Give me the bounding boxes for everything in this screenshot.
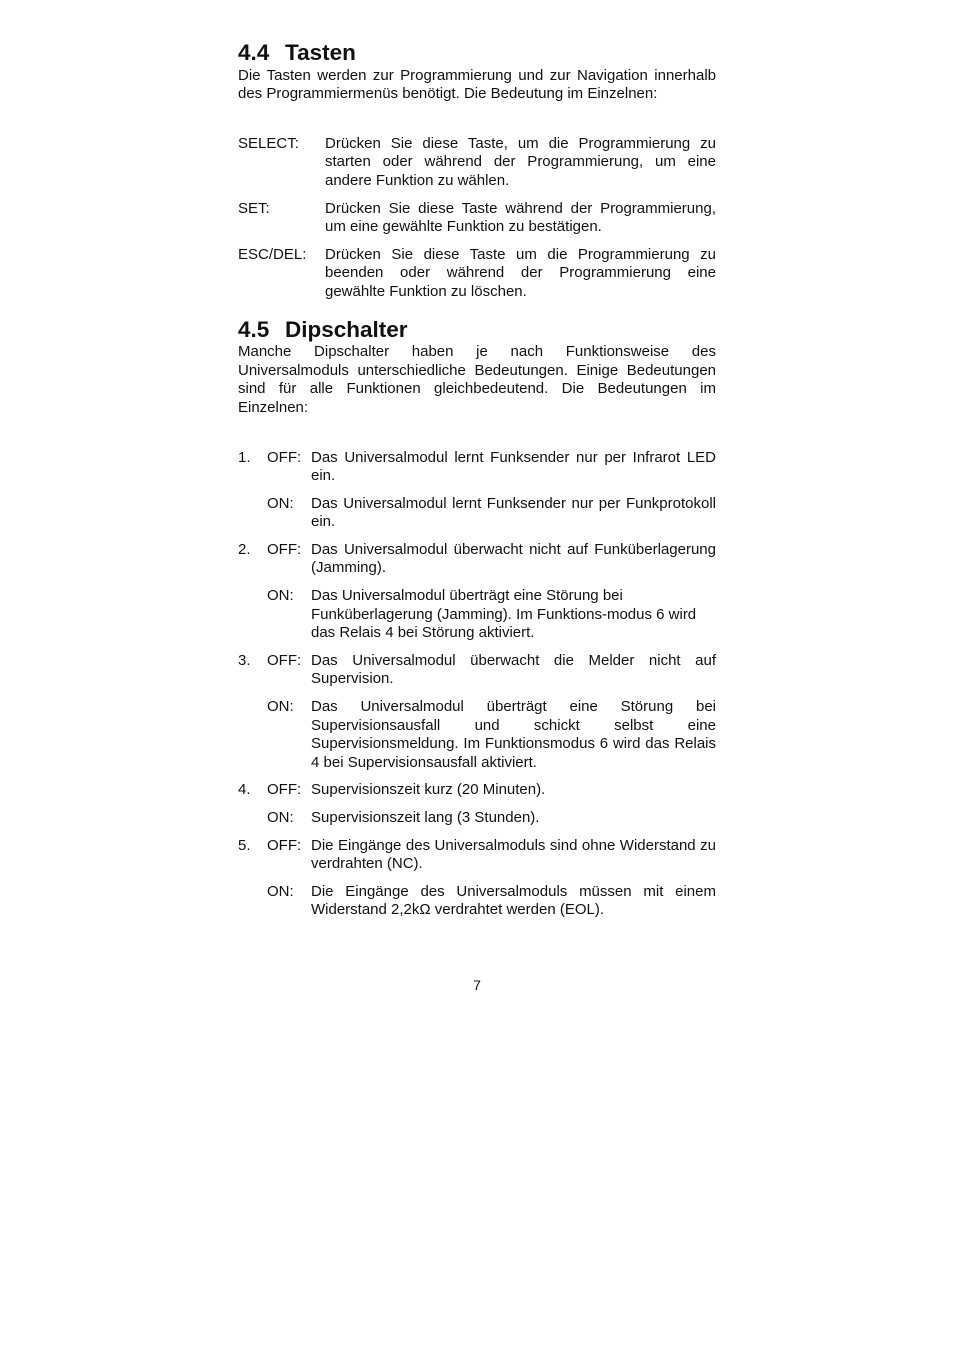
on-label: ON: (267, 494, 294, 512)
section-heading-4-5 (238, 316, 716, 342)
off-label: OFF: (267, 836, 302, 854)
dip-off-option (267, 837, 716, 874)
key-description: Drücken Sie diese Taste während der Programmierung, um eine gewählte Funktion zu bestätigen. (325, 199, 716, 236)
off-label: OFF: (267, 540, 302, 558)
on-text: Das Universalmodul überträgt eine Störung bei Funküberlagerung (Jamming). Im Funktions-modus 6 wird das Relais 4 bei Störung aktiviert. (311, 587, 697, 642)
dip-options (267, 837, 716, 920)
dip-item-1 (238, 449, 716, 532)
off-text: Das Universalmodul überwacht die Melder nicht auf Supervision. (311, 651, 716, 688)
dip-index: 5. (238, 836, 251, 854)
dip-on-option (267, 883, 716, 920)
dip-options (267, 449, 716, 532)
on-label: ON: (267, 698, 294, 716)
section-number: 4.5 (238, 316, 270, 342)
dip-index: 2. (238, 540, 251, 558)
on-text: Supervisionszeit lang (3 Stunden). (311, 809, 540, 826)
on-text: Das Universalmodul überträgt eine Störung bei Supervisionsausfall und schickt selbst eine Supervisionsmeldung. Im Funktionsmodus 6 wird das Relais 4 bei Supervisionsausfall aktiviert. (311, 698, 716, 771)
dip-on-option (267, 587, 716, 643)
key-description: Drücken Sie diese Taste um die Programmierung zu beenden oder während der Programmierung eine gewählte Funktion zu löschen. (325, 245, 716, 300)
key-list (238, 135, 716, 302)
dip-off-option (267, 449, 716, 486)
section-intro: Die Tasten werden zur Programmierung und zur Navigation innerhalb des Programmiermenüs benötigt. Die Bedeutung im Einzelnen: (238, 66, 716, 103)
off-text: Supervisionszeit kurz (20 Minuten). (311, 781, 546, 799)
off-text: Das Universalmodul überwacht nicht auf Funküberlagerung (Jamming). (311, 540, 716, 577)
section-intro: Manche Dipschalter haben je nach Funktionsweise des Universalmoduls unterschiedliche Bedeutungen. Einige Bedeutungen sind für alle Funktionen gleichbedeutend. Die Bedeutungen im Einzelnen: (238, 343, 716, 416)
on-text: Das Universalmodul lernt Funksender nur per Funkprotokoll ein. (311, 494, 716, 531)
dip-on-option (267, 495, 716, 532)
off-label: OFF: (267, 781, 302, 799)
dip-item-5 (238, 837, 716, 920)
off-label: OFF: (267, 651, 302, 669)
dip-off-option (267, 781, 716, 800)
key-label: ESC/DEL: (238, 245, 307, 263)
dip-on-option (267, 809, 716, 828)
page-number: 7 (473, 977, 481, 993)
off-text: Das Universalmodul lernt Funksender nur per Infrarot LED ein. (311, 448, 716, 485)
on-label: ON: (267, 809, 294, 826)
dip-item-4 (238, 781, 716, 827)
dip-options (267, 781, 716, 827)
dip-options (267, 541, 716, 643)
on-text: Die Eingänge des Universalmoduls müssen mit einem Widerstand 2,2kΩ verdrahtet werden (EOL). (311, 882, 716, 919)
section-title: Dipschalter (285, 316, 408, 342)
section-4-5 (238, 316, 716, 920)
dip-switch-list (238, 449, 716, 920)
key-row-esc-del (238, 246, 716, 302)
dip-item-3 (238, 652, 716, 773)
off-label: OFF: (267, 448, 302, 466)
dip-index: 1. (238, 448, 251, 466)
section-heading-4-4 (238, 40, 716, 65)
section-number: 4.4 (238, 40, 270, 65)
dip-index: 4. (238, 781, 251, 799)
dip-index: 3. (238, 651, 251, 669)
key-description: Drücken Sie diese Taste, um die Programmierung zu starten oder während der Programmierung, um eine andere Funktion zu wählen. (325, 134, 716, 189)
section-title: Tasten (285, 40, 356, 65)
dip-off-option (267, 541, 716, 578)
key-label: SELECT: (238, 134, 299, 152)
dip-off-option (267, 652, 716, 689)
key-label: SET: (238, 199, 270, 217)
dip-options (267, 652, 716, 773)
key-row-set (238, 200, 716, 237)
dip-on-option (267, 698, 716, 772)
key-row-select (238, 135, 716, 191)
off-text: Die Eingänge des Universalmoduls sind ohne Widerstand zu verdrahten (NC). (311, 836, 716, 873)
document-page (238, 40, 716, 929)
dip-item-2 (238, 541, 716, 643)
on-label: ON: (267, 587, 294, 605)
on-label: ON: (267, 882, 294, 900)
